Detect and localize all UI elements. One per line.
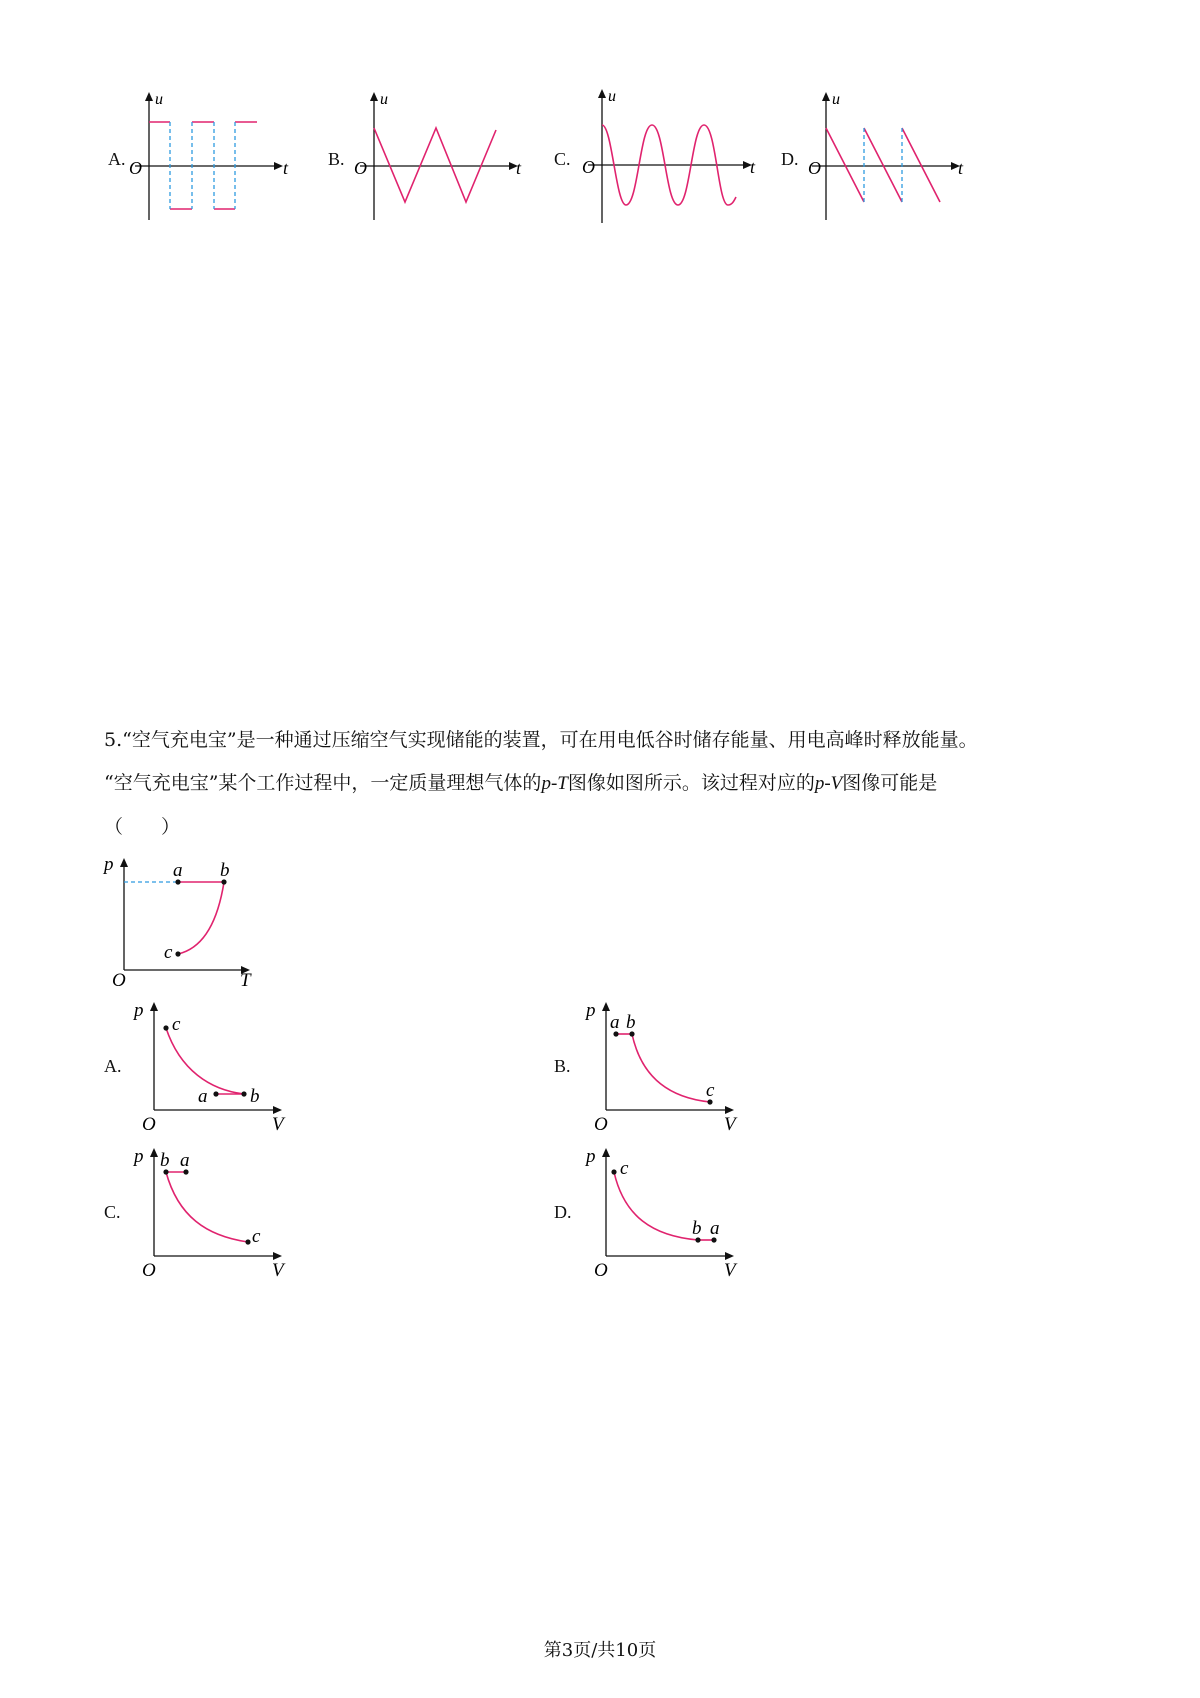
q5-option-b-label: B.: [554, 1056, 571, 1076]
q5-option-a-label: A.: [104, 1056, 122, 1076]
svg-text:a: a: [180, 1150, 190, 1171]
svg-text:V: V: [724, 1260, 736, 1281]
svg-text:O: O: [808, 158, 821, 178]
q5-option-c-label: C.: [104, 1202, 121, 1222]
q4-option-a-square-wave: [125, 88, 305, 228]
svg-text:c: c: [164, 942, 173, 963]
svg-text:p: p: [104, 854, 114, 875]
svg-text:t: t: [958, 158, 964, 178]
svg-text:p: p: [586, 1146, 596, 1167]
q4-option-b-label: B.: [328, 149, 345, 169]
svg-text:p: p: [134, 1146, 144, 1167]
svg-text:b: b: [160, 1150, 170, 1171]
svg-text:t: t: [516, 158, 522, 178]
svg-text:b: b: [250, 1086, 260, 1107]
pt-symbol: p-T: [541, 773, 568, 794]
svg-text:p: p: [134, 1000, 144, 1021]
question-number: 5.: [104, 729, 123, 751]
svg-text:O: O: [142, 1260, 156, 1281]
pv-symbol: p-V: [814, 773, 843, 794]
svg-text:V: V: [272, 1260, 284, 1281]
svg-text:O: O: [594, 1114, 608, 1135]
svg-text:a: a: [173, 860, 183, 881]
svg-text:u: u: [380, 91, 388, 108]
answer-blank: （ ）: [104, 816, 181, 838]
q5-option-c-graph: [130, 1136, 300, 1286]
axis-t-label: t: [283, 158, 289, 178]
q5-option-a-graph: [130, 990, 300, 1140]
svg-text:V: V: [724, 1114, 736, 1135]
svg-text:O: O: [142, 1114, 156, 1135]
q5-line1: [104, 728, 978, 752]
svg-text:c: c: [706, 1080, 715, 1101]
svg-text:a: a: [610, 1012, 620, 1033]
axis-u-label: u: [155, 91, 163, 108]
svg-text:t: t: [750, 157, 756, 177]
q4-option-c-label: C.: [554, 149, 571, 169]
svg-text:O: O: [112, 970, 126, 990]
q4-option-d-label: D.: [781, 149, 799, 169]
page-footer: 第3页/共10页: [543, 1640, 657, 1661]
q5-pt-graph: [100, 850, 270, 990]
svg-text:O: O: [594, 1260, 608, 1281]
svg-text:c: c: [172, 1014, 181, 1035]
svg-text:c: c: [620, 1158, 629, 1179]
q4-option-a-label: A.: [108, 149, 126, 169]
q5-option-b-graph: [582, 990, 752, 1140]
svg-text:u: u: [608, 88, 616, 105]
svg-text:V: V: [272, 1114, 284, 1135]
q4-option-b-triangle-wave: [350, 88, 530, 228]
q4-option-d-sawtooth-wave: [802, 88, 982, 228]
svg-text:c: c: [252, 1226, 261, 1247]
q5-line2: “空气充电宝”某个工作过程中，一定质量理想气体的p-T图像如图所示。该过程对应的p-V图像可能是: [104, 772, 938, 794]
question-text-line1: “空气充电宝”是一种通过压缩空气实现储能的装置，可在用电低谷时储存能量、用电高峰时释放能量。: [122, 729, 978, 751]
svg-text:a: a: [710, 1218, 720, 1239]
svg-text:b: b: [626, 1012, 636, 1033]
origin-label: O: [129, 158, 142, 178]
q5-option-d-graph: [582, 1136, 752, 1286]
svg-text:T: T: [240, 970, 251, 990]
svg-text:b: b: [692, 1218, 702, 1239]
svg-text:O: O: [582, 157, 595, 177]
svg-text:O: O: [354, 158, 367, 178]
q4-option-c-sine-wave: [578, 85, 768, 230]
svg-text:a: a: [198, 1086, 208, 1107]
svg-text:b: b: [220, 860, 230, 881]
svg-text:p: p: [586, 1000, 596, 1021]
q5-option-d-label: D.: [554, 1202, 572, 1222]
svg-text:u: u: [832, 91, 840, 108]
